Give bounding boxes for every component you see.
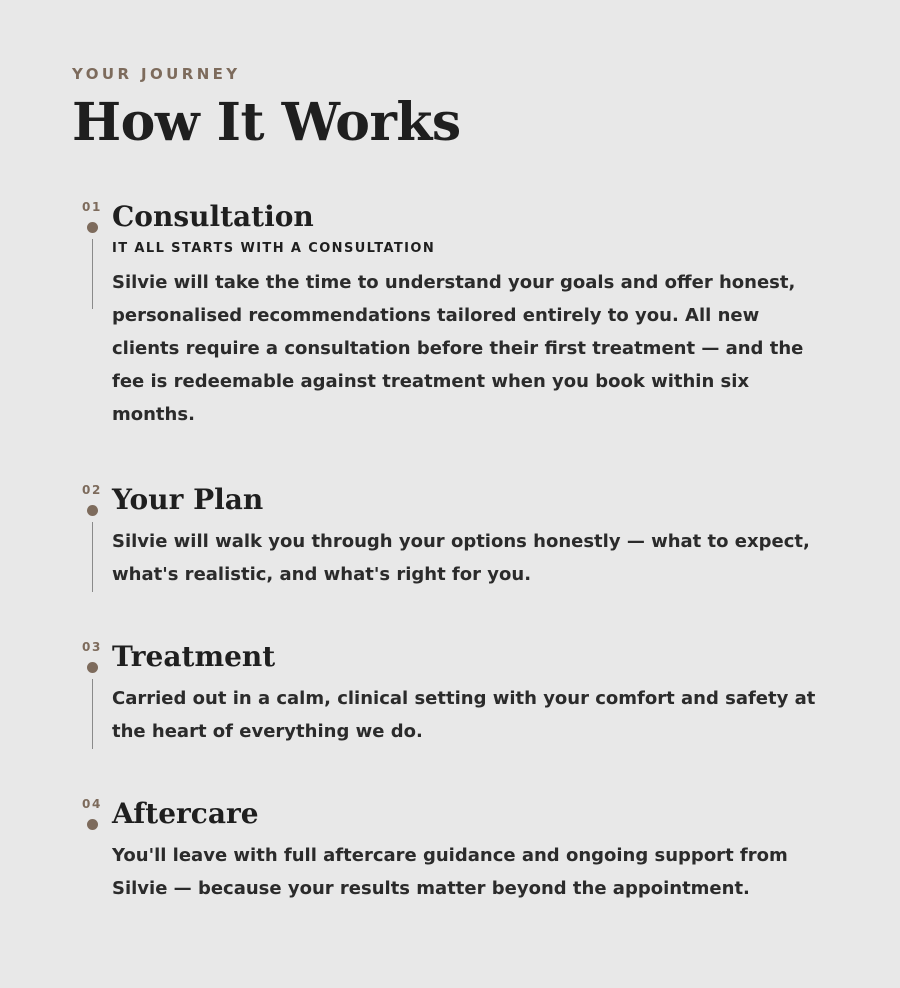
step-content — [112, 200, 832, 431]
step-title: Consultation — [112, 200, 314, 233]
step-description: You'll leave with full aftercare guidance and ongoing support from Silvie — because your results matter beyond the appointment. — [112, 845, 788, 899]
timeline-dot-icon — [87, 662, 98, 673]
step-number: 04 — [82, 797, 102, 811]
timeline-dot-icon — [87, 819, 98, 830]
step-number: 03 — [82, 640, 102, 654]
step-title: Treatment — [112, 640, 276, 673]
step-description: Silvie will walk you through your options honestly — what to expect, what's realistic, and what's right for you. — [112, 531, 810, 585]
section-eyebrow: YOUR JOURNEY — [72, 65, 241, 83]
timeline-connector — [92, 522, 93, 592]
step-number: 02 — [82, 483, 102, 497]
step-title: Aftercare — [112, 797, 259, 830]
step-content — [112, 483, 832, 591]
step-content — [112, 640, 832, 748]
step-subtitle: IT ALL STARTS WITH A CONSULTATION — [112, 241, 436, 256]
page-title: How It Works — [72, 92, 461, 153]
timeline-dot-icon — [87, 505, 98, 516]
timeline-dot-icon — [87, 222, 98, 233]
step-number: 01 — [82, 200, 102, 214]
timeline-connector — [92, 239, 93, 309]
step-content — [112, 797, 832, 905]
step-title: Your Plan — [112, 483, 264, 516]
step-description: Silvie will take the time to understand your goals and offer honest, personalised recommendations tailored entirely to you. All new clients require a consultation before their first treatment — and the fee is redeemable against treatment when you book within six months. — [112, 272, 804, 425]
step-description: Carried out in a calm, clinical setting with your comfort and safety at the heart of everything we do. — [112, 688, 816, 742]
timeline-connector — [92, 679, 93, 749]
